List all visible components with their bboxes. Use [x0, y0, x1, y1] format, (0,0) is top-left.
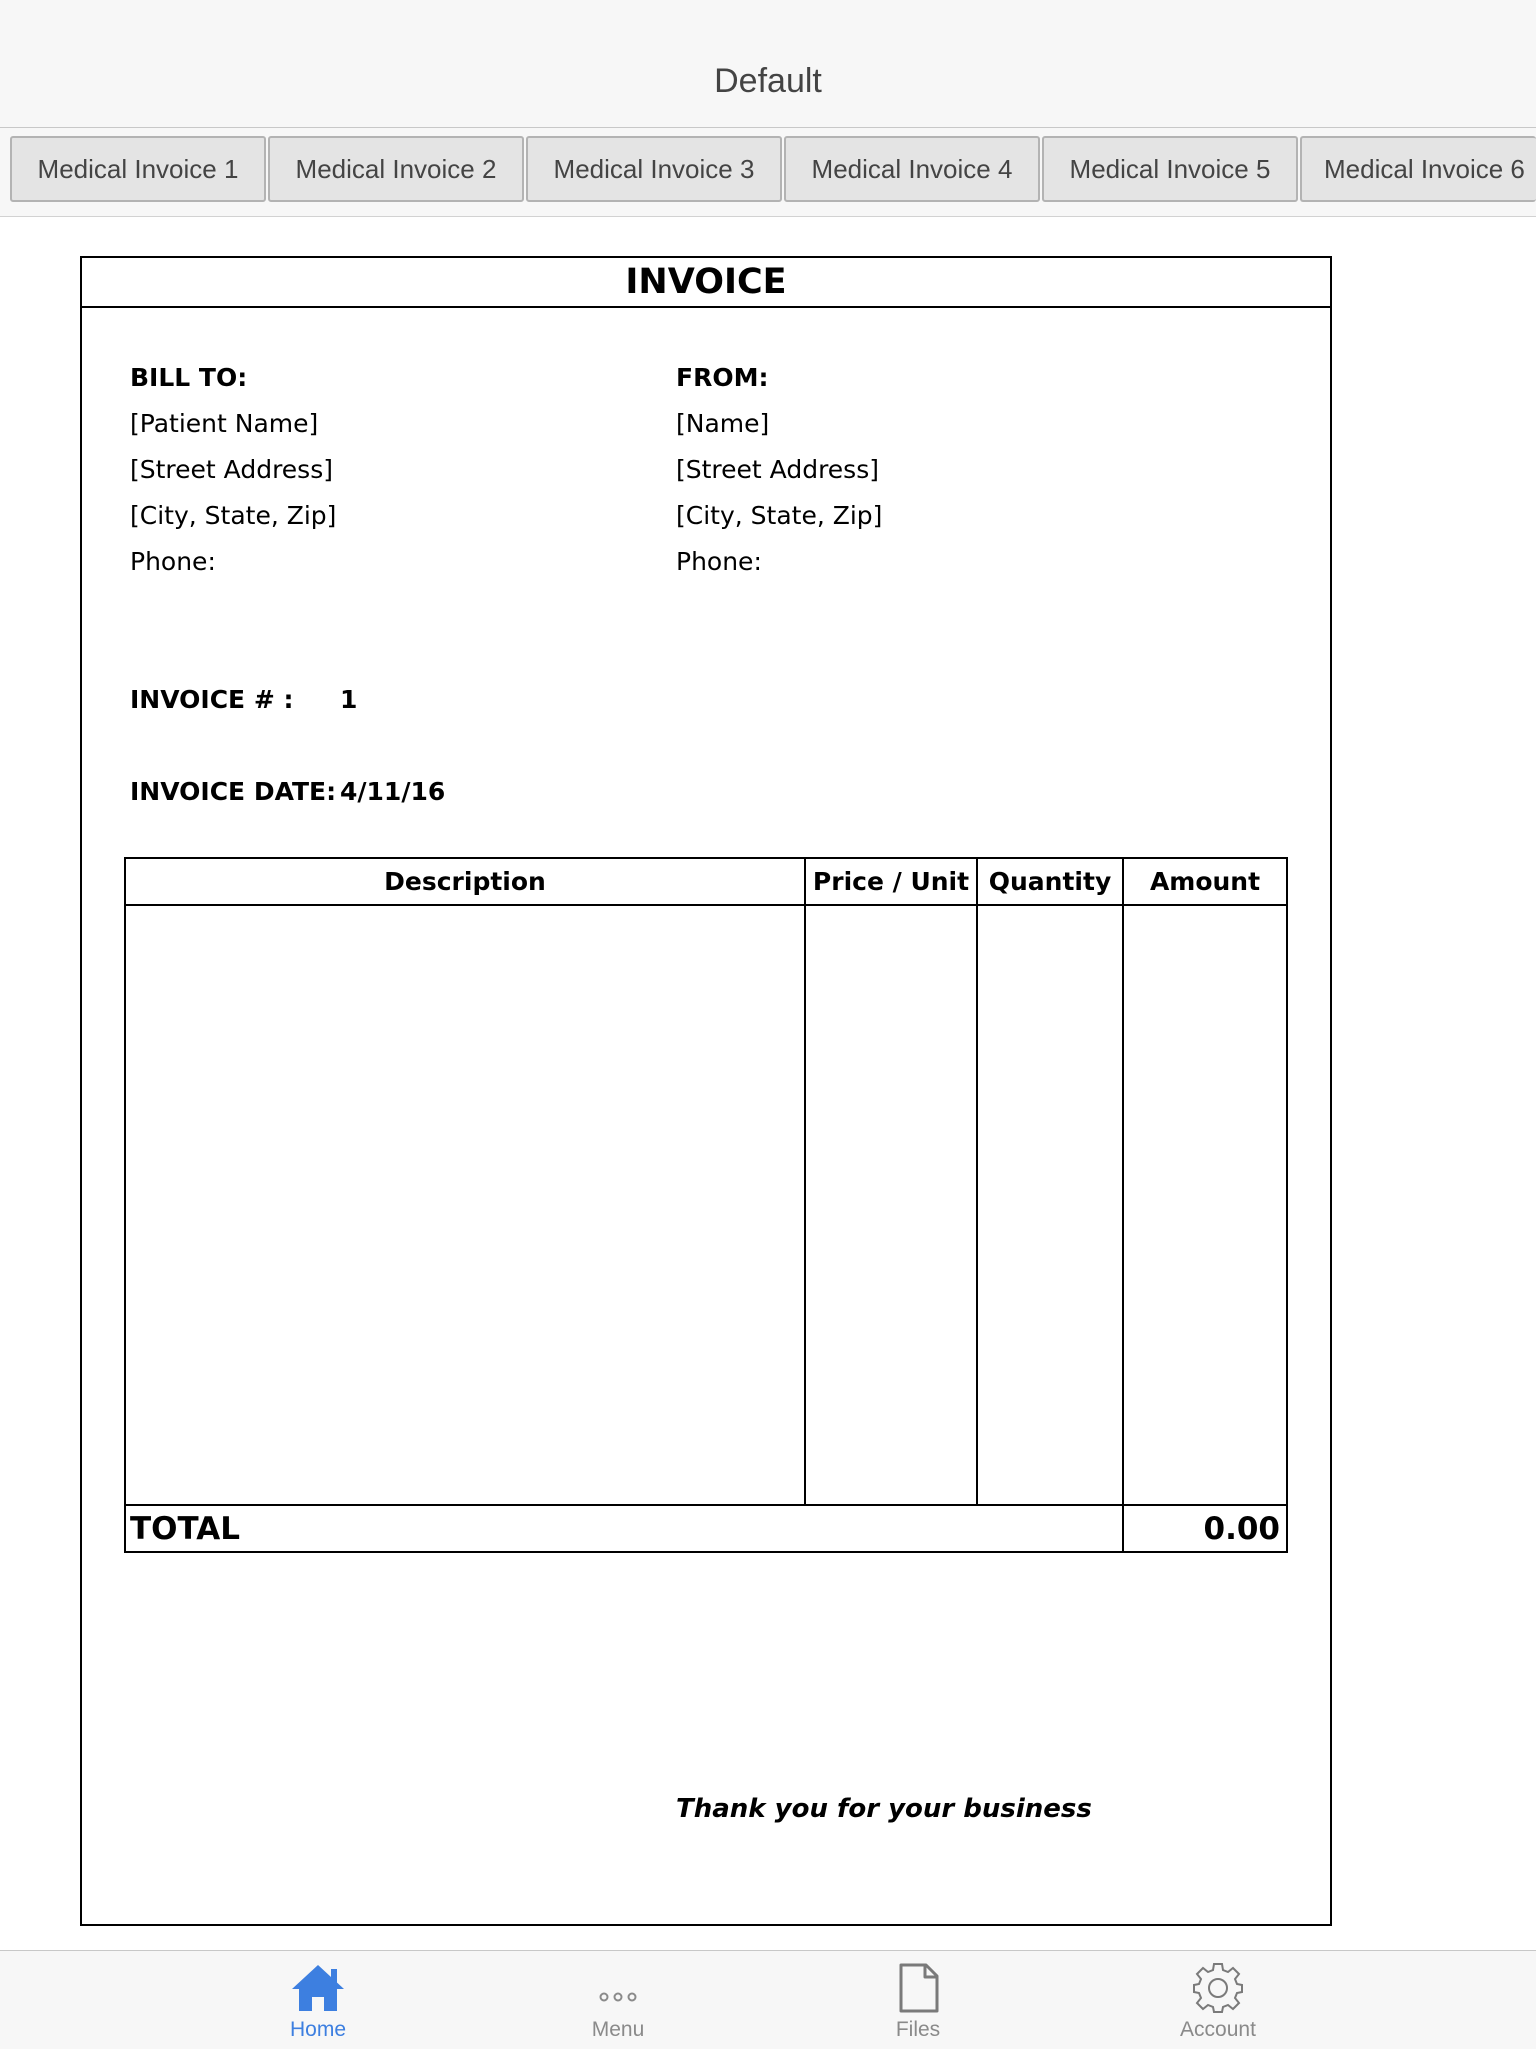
- tab-medical-invoice-2[interactable]: Medical Invoice 2: [268, 136, 524, 202]
- thank-you-note[interactable]: Thank you for your business: [676, 1794, 1092, 1824]
- sheet-tab-strip[interactable]: [0, 128, 1536, 217]
- column-header-description[interactable]: Description: [125, 858, 805, 905]
- column-header-amount[interactable]: Amount: [1123, 858, 1287, 905]
- invoice-number-label[interactable]: INVOICE # :: [130, 685, 294, 714]
- from-city[interactable]: [City, State, Zip]: [676, 501, 883, 530]
- nav-home-label: Home: [289, 2018, 347, 2041]
- nav-account[interactable]: [1118, 1951, 1318, 2049]
- more-icon: [588, 1961, 648, 2015]
- file-icon: [888, 1961, 948, 2015]
- document-title: Default: [714, 62, 822, 100]
- bill-to-name[interactable]: [Patient Name]: [130, 409, 319, 438]
- tab-medical-invoice-3[interactable]: Medical Invoice 3: [526, 136, 782, 202]
- bill-to-city[interactable]: [City, State, Zip]: [130, 501, 337, 530]
- tab-medical-invoice-5[interactable]: Medical Invoice 5: [1042, 136, 1298, 202]
- bottom-tab-bar: [0, 1950, 1536, 2049]
- invoice-number-value[interactable]: 1: [340, 685, 358, 714]
- invoice-date-label[interactable]: INVOICE DATE:: [130, 777, 337, 806]
- nav-menu[interactable]: [518, 1951, 718, 2049]
- total-label[interactable]: TOTAL: [125, 1505, 1123, 1552]
- home-icon: [288, 1961, 348, 2015]
- nav-files[interactable]: [818, 1951, 1018, 2049]
- price-unit-cell[interactable]: [805, 905, 977, 1505]
- top-bar: [0, 0, 1536, 128]
- column-header-quantity[interactable]: Quantity: [977, 858, 1123, 905]
- line-items-table: [124, 857, 1288, 1553]
- from-street[interactable]: [Street Address]: [676, 455, 879, 484]
- gear-icon: [1188, 1961, 1248, 2015]
- nav-home[interactable]: [218, 1951, 418, 2049]
- from-name[interactable]: [Name]: [676, 409, 770, 438]
- bill-to-phone[interactable]: Phone:: [130, 547, 216, 576]
- tab-medical-invoice-4[interactable]: Medical Invoice 4: [784, 136, 1040, 202]
- invoice-title[interactable]: INVOICE: [82, 258, 1330, 308]
- amount-cell[interactable]: [1123, 905, 1287, 1505]
- nav-menu-label: Menu: [591, 2018, 645, 2041]
- bill-to-street[interactable]: [Street Address]: [130, 455, 333, 484]
- nav-files-label: Files: [895, 2018, 941, 2041]
- invoice-date-value[interactable]: 4/11/16: [340, 777, 446, 806]
- tab-medical-invoice-1[interactable]: Medical Invoice 1: [10, 136, 266, 202]
- tab-medical-invoice-6[interactable]: Medical Invoice 6: [1300, 136, 1536, 202]
- total-amount[interactable]: 0.00: [1123, 1505, 1287, 1552]
- from-heading[interactable]: FROM:: [676, 363, 769, 392]
- column-header-price-unit[interactable]: Price / Unit: [805, 858, 977, 905]
- from-phone[interactable]: Phone:: [676, 547, 762, 576]
- description-cell[interactable]: [125, 905, 805, 1505]
- quantity-cell[interactable]: [977, 905, 1123, 1505]
- nav-account-label: Account: [1180, 2018, 1256, 2041]
- bill-to-heading[interactable]: BILL TO:: [130, 363, 248, 392]
